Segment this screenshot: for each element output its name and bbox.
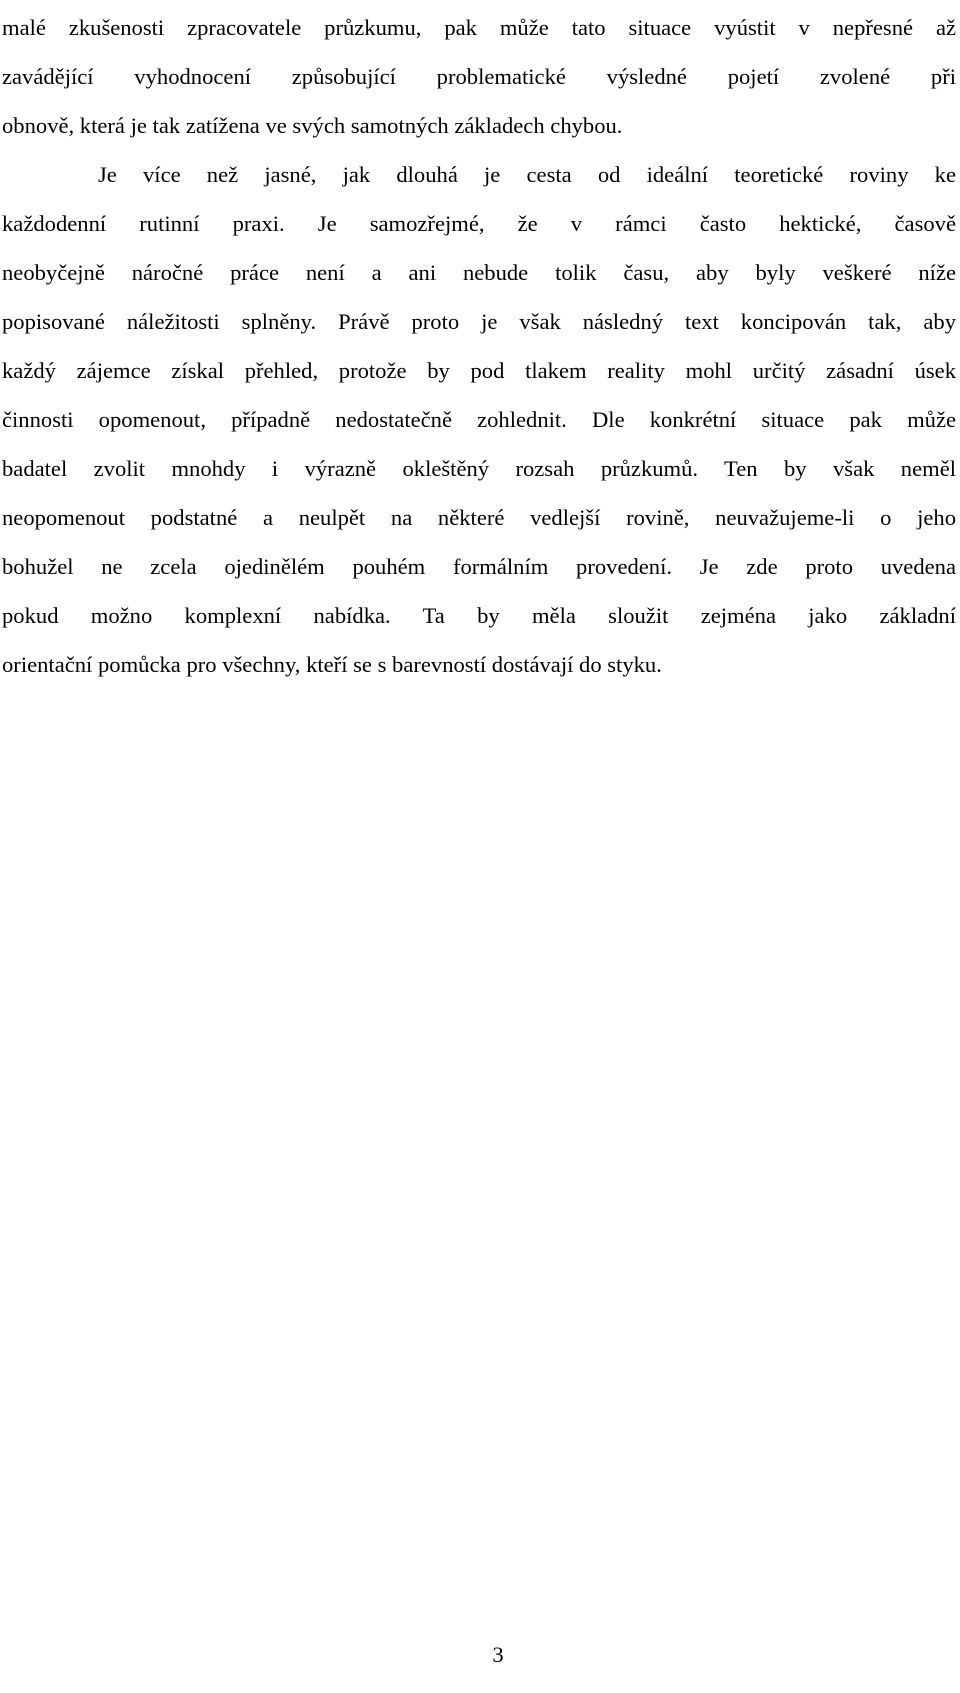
text-line: obnově, která je tak zatížena ve svých samotných základech chybou.	[2, 113, 623, 138]
text-line: neopomenout podstatné a neulpět na některé vedlejší rovině, neuvažujeme-li o jeho	[2, 505, 956, 530]
body-text	[2, 3, 956, 689]
text-line: činnosti opomenout, případně nedostatečně zohlednit. Dle konkrétní situace pak může	[2, 407, 956, 432]
text-line: orientační pomůcka pro všechny, kteří se s barevností dostávají do styku.	[2, 652, 662, 677]
text-line: neobyčejně náročné práce není a ani nebude tolik času, aby byly veškeré níže	[2, 260, 956, 285]
text-line: každodenní rutinní praxi. Je samozřejmé, že v rámci často hektické, časově	[2, 211, 956, 236]
text-line: Je více než jasné, jak dlouhá je cesta od ideální teoretické roviny ke	[98, 162, 956, 187]
text-line: každý zájemce získal přehled, protože by pod tlakem reality mohl určitý zásadní úsek	[2, 358, 956, 383]
text-line: badatel zvolit mnohdy i výrazně okleštěný rozsah průzkumů. Ten by však neměl	[2, 456, 956, 481]
text-line: zavádějící vyhodnocení způsobující problematické výsledné pojetí zvolené při	[2, 64, 956, 89]
page-number: 3	[492, 1642, 504, 1667]
text-line: pokud možno komplexní nabídka. Ta by měla sloužit zejména jako základní	[2, 603, 956, 628]
text-line: malé zkušenosti zpracovatele průzkumu, pak může tato situace vyústit v nepřesné až	[2, 15, 956, 40]
text-line: bohužel ne zcela ojedinělém pouhém formálním provedení. Je zde proto uvedena	[2, 554, 956, 579]
text-line: popisované náležitosti splněny. Právě proto je však následný text koncipován tak, aby	[2, 309, 956, 334]
